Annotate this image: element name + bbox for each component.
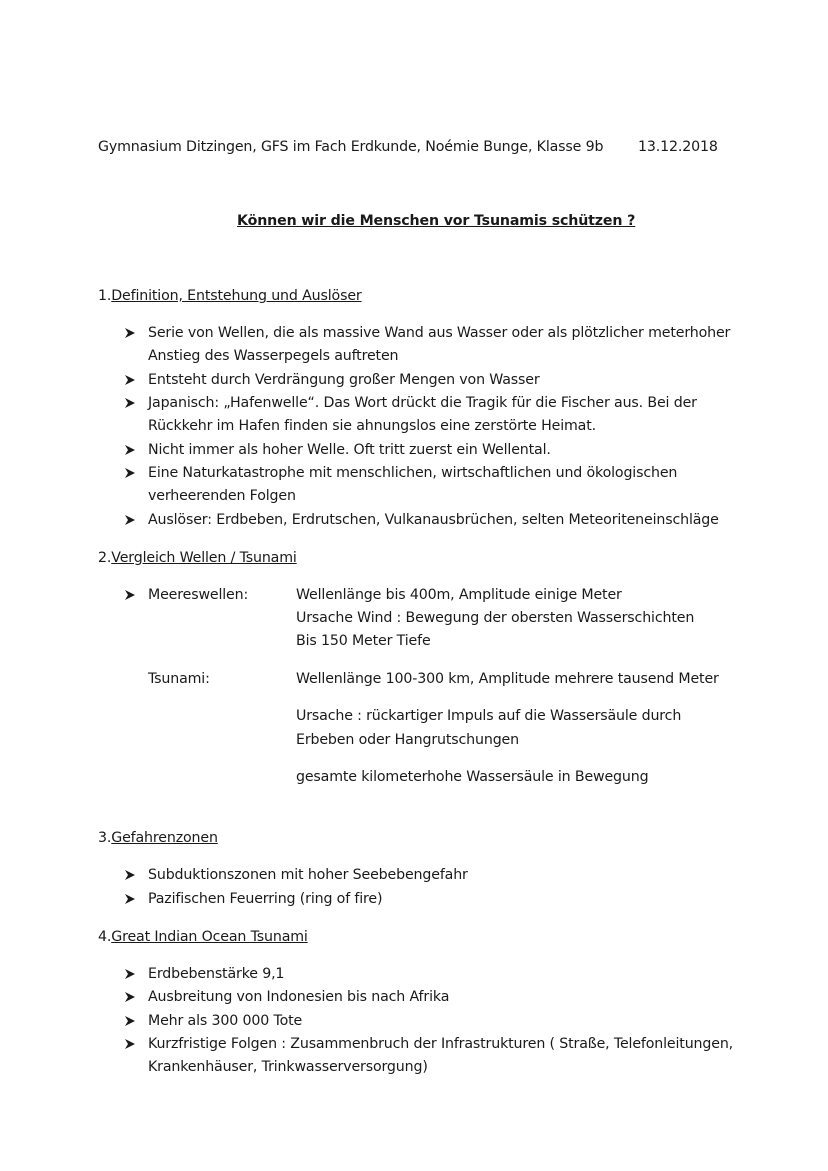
- list-item: Eine Naturkatastrophe mit menschlichen, wirtschaftlichen und ökologischen: [148, 465, 678, 481]
- header-info: Gymnasium Ditzingen, GFS im Fach Erdkunde, Noémie Bunge, Klasse 9b: [98, 139, 604, 155]
- arrowhead-bullet-icon: [125, 987, 137, 1007]
- arrowhead-bullet-icon: [125, 440, 137, 460]
- page-title: Können wir die Menschen vor Tsunamis schützen ?: [237, 213, 636, 229]
- section-title: Definition, Entstehung und Auslöser: [111, 288, 362, 304]
- section-number: 2.: [98, 550, 112, 566]
- arrowhead-bullet-icon: [125, 393, 137, 413]
- comparison-line: Wellenlänge 100-300 km, Amplitude mehrere tausend Meter: [296, 671, 719, 687]
- comparison-line: gesamte kilometerhohe Wassersäule in Bewegung: [296, 769, 649, 785]
- list-item: Auslöser: Erdbeben, Erdrutschen, Vulkanausbrüchen, selten Meteoriteneinschläge: [148, 512, 719, 528]
- arrowhead-bullet-icon: [125, 1011, 137, 1031]
- list-item: Entsteht durch Verdrängung großer Mengen von Wasser: [148, 372, 540, 388]
- comparison-line: Ursache Wind : Bewegung der obersten Wasserschichten: [296, 610, 695, 626]
- list-item: Ausbreitung von Indonesien bis nach Afrika: [148, 989, 450, 1005]
- list-item: Subduktionszonen mit hoher Seebebengefahr: [148, 867, 468, 883]
- list-item: Mehr als 300 000 Tote: [148, 1013, 303, 1029]
- section-number: 3.: [98, 830, 112, 846]
- comparison-label: Meereswellen:: [148, 587, 249, 603]
- comparison-line: Erbeben oder Hangrutschungen: [296, 732, 519, 748]
- section-number: 4.: [98, 929, 112, 945]
- arrowhead-bullet-icon: [125, 370, 137, 390]
- arrowhead-bullet-icon: [125, 510, 137, 530]
- section-title: Gefahrenzonen: [111, 830, 218, 846]
- comparison-line: Ursache : rückartiger Impuls auf die Wassersäule durch: [296, 708, 682, 724]
- list-item: Kurzfristige Folgen : Zusammenbruch der Infrastrukturen ( Straße, Telefonleitungen,: [148, 1036, 734, 1052]
- comparison-line: Wellenlänge bis 400m, Amplitude einige Meter: [296, 587, 622, 603]
- section-heading: [98, 548, 297, 568]
- arrowhead-bullet-icon: [125, 1034, 137, 1054]
- list-item: Erdbebenstärke 9,1: [148, 966, 285, 982]
- section-heading: [98, 828, 218, 848]
- arrowhead-bullet-icon: [125, 964, 137, 984]
- list-item: Serie von Wellen, die als massive Wand aus Wasser oder als plötzlicher meterhoher: [148, 325, 731, 341]
- comparison-label: Tsunami:: [148, 671, 210, 687]
- list-item-continuation: Krankenhäuser, Trinkwasserversorgung): [148, 1059, 428, 1075]
- section-heading: [98, 927, 308, 947]
- arrowhead-bullet-icon: [125, 585, 137, 605]
- arrowhead-bullet-icon: [125, 463, 137, 483]
- section-title: Great Indian Ocean Tsunami: [111, 929, 308, 945]
- section-title: Vergleich Wellen / Tsunami: [111, 550, 297, 566]
- list-item: Pazifischen Feuerring (ring of fire): [148, 891, 383, 907]
- comparison-line: Bis 150 Meter Tiefe: [296, 633, 431, 649]
- header-date: 13.12.2018: [638, 139, 718, 155]
- list-item: Japanisch: „Hafenwelle“. Das Wort drückt die Tragik für die Fischer aus. Bei der: [148, 395, 697, 411]
- arrowhead-bullet-icon: [125, 865, 137, 885]
- list-item: Nicht immer als hoher Welle. Oft tritt zuerst ein Wellental.: [148, 442, 551, 458]
- list-item-continuation: Anstieg des Wasserpegels auftreten: [148, 348, 399, 364]
- arrowhead-bullet-icon: [125, 323, 137, 343]
- list-item-continuation: Rückkehr im Hafen finden sie ahnungslos eine zerstörte Heimat.: [148, 418, 596, 434]
- list-item-continuation: verheerenden Folgen: [148, 488, 296, 504]
- arrowhead-bullet-icon: [125, 889, 137, 909]
- section-number: 1.: [98, 288, 112, 304]
- section-heading: [98, 286, 362, 306]
